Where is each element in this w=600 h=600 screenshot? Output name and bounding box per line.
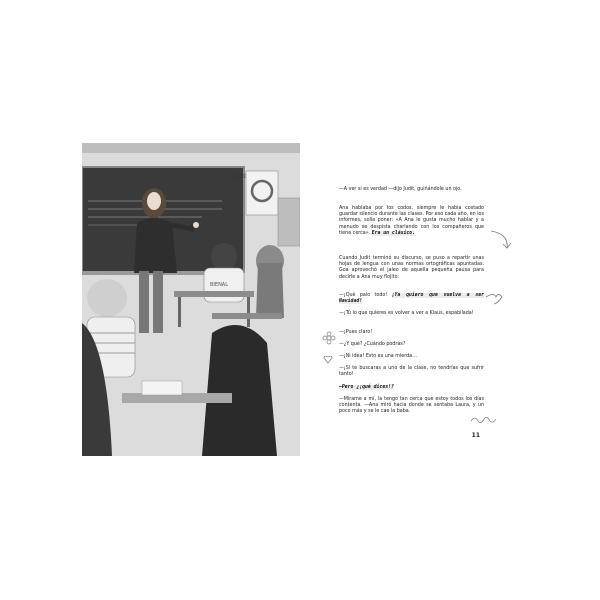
paragraph-8: [339, 354, 484, 360]
paragraph-10: [339, 385, 484, 391]
handwritten-note: ¡Ya quiero que vuelva a ser Navidad!: [339, 293, 484, 305]
classroom-illustration: [82, 143, 300, 456]
paragraph-2-text: Ana hablaba por los codos, siempre le había costado guardar silencio durante las clases. Por eso cada año, en los informes, solía poner: «A Ana le gusta mucho hablar y a menudo se despista charlando con los compañeros que tiene cerca».: [339, 206, 484, 236]
paragraph-4: [339, 293, 484, 305]
paragraph-4-text: —¡Qué palo todo!: [339, 293, 388, 298]
handwritten-note: Era un clásico.: [371, 230, 416, 236]
recycle-poster: [246, 171, 278, 215]
paragraph-8-text: —¡Ni idea! Esto es una mierda…: [339, 354, 417, 359]
clock-label: 12:00: [232, 174, 247, 180]
paragraph-3: [339, 256, 484, 281]
paragraph-3-text: Cuando Judit terminó su discurso, se puso a repartir unas hojas de lengua con unas normas ortográficas apuntadas. Goa aprovechó el jaleo de aquella pequeña pausa para decirle a Ana muy flojito:: [339, 256, 484, 280]
student-foreground: [202, 325, 277, 456]
heart-doodle-icon: [322, 353, 334, 365]
paragraph-6-text: —¡Pues claro!: [339, 330, 373, 335]
paragraph-11-text: —Mírame a mí, la tengo tan cerca que estoy todos los días contenta. —Ana miró hacia donde se sentaba Laura, y un poco más y se le cae la baba.: [339, 397, 484, 415]
paragraph-2: [339, 206, 484, 237]
handwritten-note: —Pero ¿¡qué dices!?: [339, 385, 394, 390]
paragraph-5: [339, 311, 484, 317]
text-page: [304, 143, 522, 456]
paragraph-1: [339, 187, 484, 193]
flower-doodle-icon: [322, 331, 336, 345]
paragraph-7: [339, 342, 484, 348]
paragraph-11: [339, 397, 484, 416]
shirt-text: BIENAL: [210, 282, 229, 288]
classroom-drawing: [82, 143, 300, 456]
student-longhair: [256, 245, 284, 318]
arrow-doodle-icon: [489, 226, 519, 256]
paragraph-9: [339, 366, 484, 378]
paragraph-5-text: —¡Tú lo que quieres es volver a ver a Klaus, espabilada!: [339, 311, 474, 316]
heart-doodle-icon: [484, 291, 504, 305]
page-number: 11: [471, 432, 480, 439]
paragraph-7-text: —¿Y qué? ¿Cuándo podrás?: [339, 342, 406, 347]
paragraph-6: [339, 330, 484, 336]
paragraph-1-text: —A ver si es verdad —dijo Judit, guiñándole un ojo.: [339, 187, 462, 192]
signature-doodle-icon: [469, 413, 499, 427]
book-spread: [82, 143, 522, 456]
desk: [174, 291, 254, 297]
paragraph-9-text: —¡Si te buscaras a uno de la clase, no tendrías que sufrir tanto!: [339, 366, 484, 378]
paper-sheet: [142, 381, 182, 395]
